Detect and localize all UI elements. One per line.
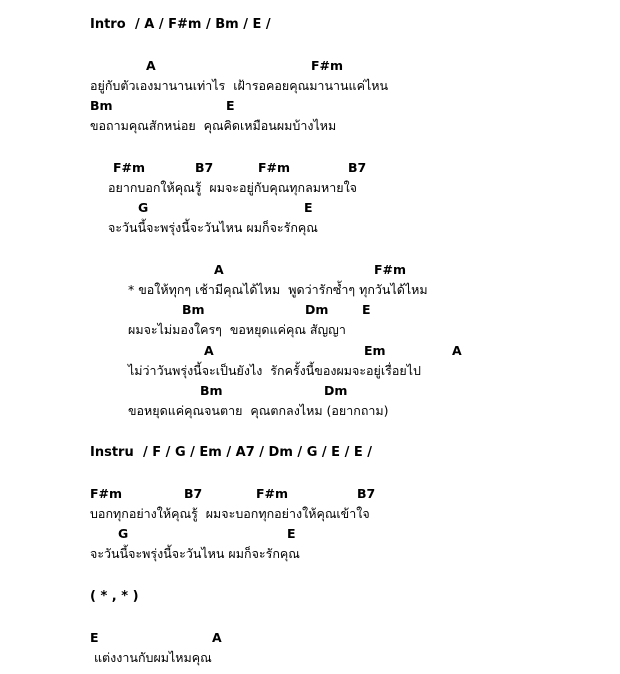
repeat-marker: ( * , * ) <box>90 589 139 604</box>
chord: B7 <box>348 160 367 175</box>
lyric-line: ขอหยุดแค่คุณจนตาย คุณตกลงไหม (อยากถาม) <box>128 403 389 418</box>
lyric-line: บอกทุกอย่างให้คุณรู้ ผมจะบอกทุกอย่างให้คุณเข้าใจ <box>90 506 370 521</box>
chord: E <box>90 630 99 645</box>
chord: A <box>214 262 224 277</box>
lyric-line: * ขอให้ทุกๆ เช้ามีคุณได้ไหม พูดว่ารักซ้ำๆ ทุกวันได้ไหม <box>128 282 428 297</box>
chord: Bm <box>90 98 113 113</box>
chord: B7 <box>195 160 214 175</box>
lyric-line: จะวันนี้จะพรุ่งนี้จะวันไหน ผมก็จะรักคุณ <box>108 220 318 235</box>
chord: Dm <box>324 383 348 398</box>
chord: Em <box>364 343 386 358</box>
chord: A <box>146 58 156 73</box>
chord: F#m <box>256 486 289 501</box>
chord: Bm <box>200 383 223 398</box>
chord: E <box>226 98 235 113</box>
chord: F#m <box>90 486 123 501</box>
instru-chords: / F / G / Em / A7 / Dm / G / E / E / <box>143 445 372 460</box>
chord: F#m <box>258 160 291 175</box>
intro-chords: / A / F#m / Bm / E / <box>135 17 271 32</box>
lyric-line: จะวันนี้จะพรุ่งนี้จะวันไหน ผมก็จะรักคุณ <box>90 546 300 561</box>
chord: F#m <box>374 262 407 277</box>
chord: E <box>287 526 296 541</box>
lyric-line: แต่งงานกับผมไหมคุณ <box>94 650 212 665</box>
chord: B7 <box>357 486 376 501</box>
chord: F#m <box>311 58 344 73</box>
lyric-line: อยากบอกให้คุณรู้ ผมจะอยู่กับคุณทุกลมหายใจ <box>108 180 358 195</box>
lyric-line: ผมจะไม่มองใครๆ ขอหยุดแค่คุณ สัญญา <box>128 322 346 337</box>
chord: A <box>204 343 214 358</box>
chord: E <box>304 200 313 215</box>
chord: G <box>138 200 149 215</box>
chord: A <box>212 630 222 645</box>
lyric-line: อยู่กับตัวเองมานานเท่าไร เฝ้ารอคอยคุณมานานแค่ไหน <box>90 78 389 93</box>
chord: F#m <box>113 160 146 175</box>
lyric-line: ไม่ว่าวันพรุ่งนี้จะเป็นยังไง รักครั้งนี้ของผมจะอยู่เรื่อยไป <box>128 363 421 378</box>
lyric-line: ขอถามคุณสักหน่อย คุณคิดเหมือนผมบ้างไหม <box>90 118 337 133</box>
chord: B7 <box>184 486 203 501</box>
intro-label: Intro <box>90 17 126 32</box>
chord: Bm <box>182 302 205 317</box>
chord: Dm <box>305 302 329 317</box>
chord: G <box>118 526 129 541</box>
instru-label: Instru <box>90 445 134 460</box>
chord: E <box>362 302 371 317</box>
chord: A <box>452 343 462 358</box>
